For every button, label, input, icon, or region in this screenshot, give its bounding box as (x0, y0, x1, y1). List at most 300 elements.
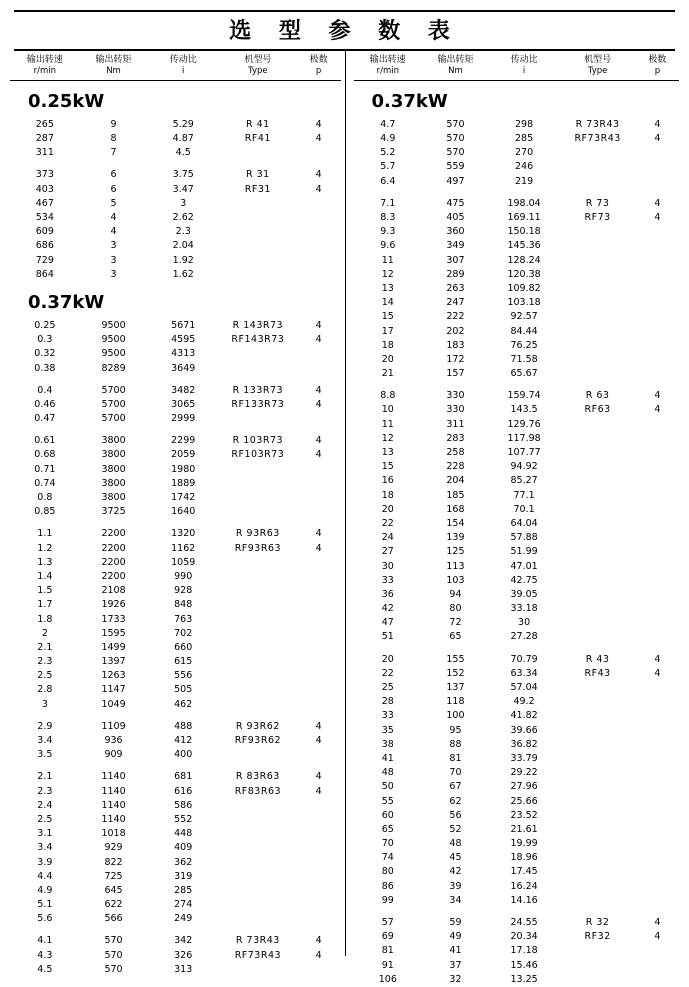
table-row (10, 333, 341, 347)
cell-ratio: 3.75 (172, 169, 194, 181)
cell-torque: 157 (446, 368, 465, 380)
table-row (354, 780, 680, 794)
cell-poles (636, 809, 679, 823)
cell-type (559, 418, 635, 432)
cell-type (219, 412, 297, 426)
header-ratio: 传动比 i (510, 55, 538, 77)
cell-speed: 48 (381, 767, 394, 779)
cell-poles (636, 944, 679, 958)
cell-speed: 33 (381, 710, 394, 722)
cell-ratio: 270 (515, 147, 534, 159)
cell-poles (636, 146, 679, 160)
cell-ratio: 57.04 (510, 682, 538, 693)
cell-poles (636, 503, 679, 517)
table-row (354, 197, 680, 211)
cell-speed: 2.3 (37, 785, 53, 797)
cell-poles (297, 570, 341, 584)
cell-ratio: 1640 (171, 506, 196, 518)
cell-speed: 2.5 (37, 670, 53, 682)
cell-poles (636, 837, 679, 851)
table-row (10, 598, 341, 612)
cell-ratio: 57.88 (510, 532, 538, 544)
model-group (10, 426, 341, 519)
cell-speed: 24 (381, 532, 394, 544)
table-row (354, 474, 680, 488)
cell-type (559, 851, 635, 865)
cell-torque: 8 (110, 133, 117, 145)
table-row (354, 695, 680, 709)
cell-speed: 22 (381, 667, 394, 679)
cell-type (559, 780, 635, 794)
cell-poles (297, 698, 341, 712)
table-row (354, 160, 680, 174)
cell-ratio: 117.98 (507, 432, 541, 444)
model-group (10, 519, 341, 711)
cell-ratio: 448 (174, 828, 193, 840)
cell-speed: 0.32 (34, 348, 56, 360)
table-row (10, 870, 341, 884)
table-row (10, 268, 341, 282)
table-row (10, 183, 341, 197)
cell-torque: 2200 (101, 556, 126, 568)
cell-ratio: 409 (174, 842, 193, 854)
cell-ratio: 47.01 (510, 560, 538, 572)
cell-poles: 4 (654, 390, 661, 402)
cell-speed: 2.8 (37, 684, 53, 696)
table-row (354, 239, 680, 253)
cell-speed: 1.2 (37, 542, 53, 554)
cell-ratio: 412 (174, 735, 193, 746)
cell-type (559, 724, 635, 738)
cell-poles (636, 353, 679, 367)
cell-type: R 133R73 (232, 384, 284, 396)
cell-ratio: 681 (174, 771, 193, 783)
cell-type (219, 477, 297, 491)
cell-speed: 35 (381, 724, 394, 736)
table-row (354, 709, 680, 723)
cell-torque: 2200 (101, 542, 126, 554)
cell-poles (636, 851, 679, 865)
cell-poles (636, 418, 679, 432)
table-row (10, 225, 341, 239)
cell-speed: 7.1 (380, 197, 396, 209)
cell-ratio: 2.04 (172, 240, 194, 252)
cell-type (559, 752, 635, 766)
table-row (354, 823, 680, 837)
cell-type (219, 146, 297, 160)
cell-ratio: 17.18 (510, 945, 538, 957)
cell-torque: 1926 (101, 599, 126, 611)
table-row (10, 542, 341, 556)
table-row (10, 448, 341, 462)
cell-torque: 1147 (101, 684, 126, 696)
cell-ratio: 27.96 (510, 781, 538, 793)
cell-poles (636, 752, 679, 766)
cell-speed: 0.38 (34, 362, 56, 374)
header-type: 机型号 Type (584, 55, 612, 77)
table-row (10, 827, 341, 841)
cell-speed: 534 (35, 212, 54, 223)
cell-ratio: 70.1 (513, 503, 535, 515)
cell-ratio: 39.66 (510, 724, 538, 736)
cell-ratio: 4.5 (175, 147, 191, 159)
cell-poles (297, 463, 341, 477)
cell-speed: 5.2 (380, 147, 396, 159)
table-row (354, 211, 680, 225)
cell-type (559, 766, 635, 780)
cell-speed: 38 (381, 738, 394, 750)
cell-speed: 9.3 (380, 226, 396, 238)
table-row (354, 916, 680, 930)
cell-speed: 0.3 (37, 334, 53, 346)
cell-torque: 34 (449, 894, 462, 906)
cell-type (219, 254, 297, 268)
table-row (10, 254, 341, 268)
cell-ratio: 20.34 (510, 931, 538, 943)
cell-speed: 1.3 (37, 556, 53, 568)
table-row (354, 560, 680, 574)
table-row (10, 570, 341, 584)
cell-torque: 3800 (101, 449, 126, 461)
cell-poles (636, 325, 679, 339)
cell-speed: 311 (35, 147, 54, 159)
cell-type (219, 683, 297, 697)
cell-torque: 65 (449, 631, 462, 643)
cell-type (219, 225, 297, 239)
table-row (10, 211, 341, 225)
cell-speed: 729 (35, 254, 54, 266)
cell-torque: 168 (446, 503, 465, 515)
cell-poles (297, 912, 341, 926)
cell-speed: 265 (35, 118, 54, 130)
cell-type (219, 613, 297, 627)
cell-poles: 4 (654, 917, 661, 928)
table-row (354, 588, 680, 602)
cell-torque: 330 (446, 390, 465, 402)
cell-type: RF103R73 (231, 449, 285, 461)
cell-poles (297, 505, 341, 519)
cell-ratio: 249 (174, 913, 193, 925)
table-row (10, 963, 341, 977)
cell-type: R 73R43 (235, 935, 280, 947)
cell-poles: 4 (654, 197, 661, 209)
table-row (354, 766, 680, 780)
cell-type (219, 463, 297, 477)
cell-poles (297, 799, 341, 813)
table-row (10, 347, 341, 361)
cell-ratio: 145.36 (507, 240, 541, 252)
table-row (10, 898, 341, 912)
cell-poles (636, 517, 679, 531)
cell-torque: 559 (446, 161, 465, 173)
cell-speed: 0.74 (34, 477, 56, 489)
cell-speed: 41 (381, 752, 394, 764)
table-row (10, 319, 341, 333)
cell-torque: 9 (110, 118, 117, 130)
cell-torque: 566 (104, 913, 123, 925)
table-row (354, 282, 680, 296)
cell-torque: 475 (446, 197, 465, 209)
table-row (354, 296, 680, 310)
cell-type (559, 268, 635, 282)
cell-ratio: 342 (174, 935, 193, 947)
cell-poles: 4 (654, 667, 661, 679)
cell-poles (636, 574, 679, 588)
cell-type (219, 239, 297, 253)
cell-speed: 609 (35, 226, 54, 238)
cell-type (219, 570, 297, 584)
cell-torque: 7 (110, 147, 117, 159)
table-row (10, 384, 341, 398)
cell-torque: 5700 (101, 384, 126, 396)
cell-type (219, 884, 297, 898)
cell-ratio: 326 (174, 949, 193, 961)
cell-speed: 99 (381, 894, 394, 906)
cell-type: R 93R63 (235, 528, 280, 540)
cell-poles (297, 627, 341, 641)
table-row (354, 894, 680, 908)
cell-speed: 8.3 (380, 212, 396, 223)
cell-speed: 13 (381, 447, 394, 458)
cell-type (559, 865, 635, 879)
cell-ratio: 1162 (171, 542, 196, 554)
cell-speed: 57 (381, 917, 394, 928)
cell-type (219, 627, 297, 641)
table-row (354, 254, 680, 268)
cell-speed: 9.6 (380, 240, 396, 252)
cell-type (219, 698, 297, 712)
cell-poles: 4 (654, 653, 661, 665)
cell-type (219, 491, 297, 505)
power-rating-heading: 0.37kW (28, 291, 105, 313)
cell-ratio: 24.55 (510, 917, 538, 928)
cell-type (559, 282, 635, 296)
table-row (354, 944, 680, 958)
cell-poles (297, 884, 341, 898)
cell-speed: 4.1 (37, 935, 53, 947)
cell-torque: 1109 (101, 720, 126, 732)
cell-torque: 570 (104, 949, 123, 961)
table-row (354, 880, 680, 894)
header-ratio: 传动比 i (169, 55, 197, 77)
cell-torque: 909 (104, 749, 123, 761)
cell-poles (636, 973, 679, 987)
cell-poles (636, 175, 679, 189)
cell-type (559, 353, 635, 367)
power-rating-heading: 0.25kW (28, 90, 105, 112)
cell-type (559, 460, 635, 474)
cell-speed: 25 (381, 682, 394, 693)
cell-poles (297, 146, 341, 160)
cell-torque: 3 (110, 268, 117, 280)
cell-type: R 73 (585, 197, 610, 209)
cell-poles (297, 598, 341, 612)
cell-poles: 4 (315, 435, 322, 447)
cell-torque: 100 (446, 710, 465, 722)
table-row (354, 865, 680, 879)
cell-ratio: 1980 (171, 463, 196, 475)
cell-torque: 725 (104, 870, 123, 882)
cell-ratio: 27.28 (510, 631, 538, 643)
table-row (354, 389, 680, 403)
cell-speed: 864 (35, 268, 54, 280)
cell-speed: 14 (381, 297, 394, 309)
cell-poles (297, 641, 341, 655)
cell-ratio: 848 (174, 599, 193, 611)
cell-type (559, 489, 635, 503)
cell-poles (297, 477, 341, 491)
cell-torque: 822 (104, 856, 123, 868)
cell-poles (297, 613, 341, 627)
cell-poles (636, 724, 679, 738)
table-row (10, 799, 341, 813)
cell-torque: 94 (449, 588, 462, 600)
cell-torque: 1049 (101, 698, 126, 710)
cell-poles (636, 239, 679, 253)
cell-ratio: 19.99 (510, 838, 538, 850)
table-row (354, 738, 680, 752)
cell-torque: 3800 (101, 492, 126, 503)
cell-torque: 70 (449, 767, 462, 779)
model-group (354, 381, 680, 644)
cell-ratio: 2999 (171, 413, 196, 425)
cell-type (559, 709, 635, 723)
cell-ratio: 616 (174, 785, 193, 797)
cell-type: RF63 (584, 404, 611, 416)
cell-ratio: 928 (174, 585, 193, 597)
cell-speed: 4.9 (37, 884, 53, 896)
cell-torque: 9500 (101, 334, 126, 346)
cell-ratio: 49.2 (513, 696, 535, 708)
cell-ratio: 159.74 (507, 390, 541, 402)
table-row (354, 752, 680, 766)
cell-torque: 929 (104, 842, 123, 854)
cell-torque: 95 (449, 724, 462, 736)
cell-speed: 2.3 (37, 656, 53, 668)
header-speed: 输出转速 r/min (26, 55, 63, 77)
cell-ratio: 18.96 (510, 852, 538, 864)
cell-poles (297, 669, 341, 683)
table-row (10, 655, 341, 669)
cell-ratio: 2059 (171, 449, 196, 461)
cell-ratio: 313 (174, 963, 193, 975)
cell-ratio: 120.38 (507, 268, 541, 280)
cell-ratio: 42.75 (510, 574, 538, 586)
model-group (354, 116, 680, 189)
cell-poles: 4 (315, 949, 322, 961)
model-group (10, 712, 341, 763)
cell-torque: 263 (446, 282, 465, 294)
cell-torque: 570 (446, 133, 465, 145)
cell-type: RF73R43 (574, 133, 621, 145)
cell-speed: 0.47 (34, 413, 56, 425)
model-group (10, 376, 341, 427)
cell-type: RF43 (584, 667, 611, 679)
table-row (10, 912, 341, 926)
cell-speed: 3.4 (37, 735, 53, 746)
cell-type (559, 837, 635, 851)
cell-ratio: 63.34 (510, 667, 538, 679)
cell-speed: 86 (381, 880, 394, 892)
cell-ratio: 2.62 (172, 212, 194, 223)
table-row (10, 168, 341, 182)
cell-torque: 247 (446, 297, 465, 309)
cell-poles (297, 841, 341, 855)
cell-torque: 137 (446, 682, 465, 693)
cell-speed: 51 (381, 631, 394, 643)
table-row (354, 118, 680, 132)
cell-ratio: 23.52 (510, 809, 538, 821)
cell-poles: 4 (315, 449, 322, 461)
table-row (10, 884, 341, 898)
cell-type (559, 531, 635, 545)
cell-ratio: 3 (180, 197, 187, 209)
cell-torque: 645 (104, 884, 123, 896)
cell-poles (636, 225, 679, 239)
cell-ratio: 702 (174, 627, 193, 639)
table-row (10, 412, 341, 426)
cell-type (559, 944, 635, 958)
cell-type (559, 474, 635, 488)
cell-torque: 6 (110, 183, 117, 195)
cell-torque: 3725 (101, 506, 126, 518)
cell-poles: 4 (654, 118, 661, 130)
cell-speed: 1.1 (37, 528, 53, 540)
cell-torque: 1263 (101, 670, 126, 682)
table-row (10, 463, 341, 477)
cell-type (559, 973, 635, 987)
cell-torque: 183 (446, 339, 465, 351)
cell-speed: 20 (381, 503, 394, 515)
cell-type (559, 339, 635, 353)
table-row (354, 851, 680, 865)
cell-speed: 3 (41, 698, 48, 710)
cell-ratio: 246 (515, 161, 534, 173)
table-row (354, 517, 680, 531)
table-row (354, 667, 680, 681)
table-row (10, 641, 341, 655)
cell-ratio: 85.27 (510, 475, 538, 487)
left-column (10, 51, 345, 975)
cell-ratio: 285 (174, 884, 193, 896)
model-group (10, 317, 341, 376)
model-group (10, 160, 341, 282)
table-row (354, 574, 680, 588)
cell-type (219, 841, 297, 855)
cell-type (559, 880, 635, 894)
cell-ratio: 462 (174, 698, 193, 710)
left-column-body (10, 81, 341, 977)
cell-type (219, 799, 297, 813)
header-poles: 极数 p (648, 55, 667, 77)
cell-speed: 74 (381, 852, 394, 864)
cell-torque: 1499 (101, 641, 126, 653)
cell-torque: 48 (449, 838, 462, 850)
model-group (354, 908, 680, 987)
cell-torque: 222 (446, 311, 465, 323)
cell-ratio: 2.3 (175, 226, 191, 238)
cell-torque: 3800 (101, 463, 126, 475)
cell-speed: 0.4 (37, 384, 53, 396)
cell-speed: 3.9 (37, 856, 53, 868)
table-row (10, 683, 341, 697)
cell-poles: 4 (315, 398, 322, 410)
table-row (354, 446, 680, 460)
table-row (10, 118, 341, 132)
cell-type (219, 197, 297, 211)
cell-speed: 47 (381, 617, 394, 629)
cell-speed: 4.5 (37, 963, 53, 975)
